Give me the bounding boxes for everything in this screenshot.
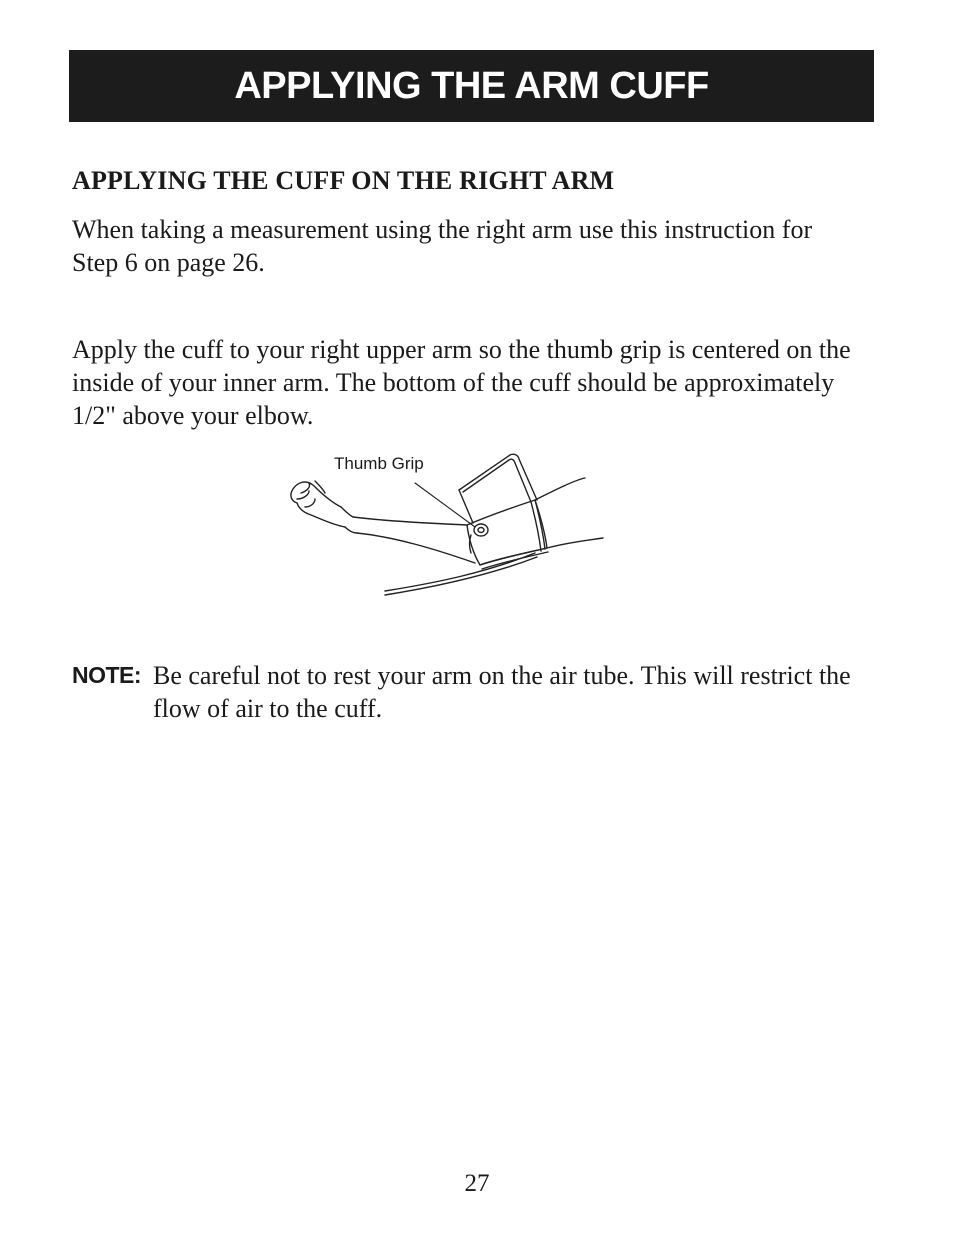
title-bar — [69, 50, 874, 122]
note-text: Be careful not to rest your arm on the air tube. This will restrict the flow of air to the cuff. — [153, 661, 851, 723]
instruction-paragraph-2: Apply the cuff to your right upper arm so the thumb grip is centered on the inside of your inner arm. The bottom of the cuff should be approximately 1/2" above your elbow. — [72, 335, 851, 430]
page-number: 27 — [464, 1170, 490, 1197]
page-title: APPLYING THE ARM CUFF — [234, 64, 709, 107]
instruction-paragraph-1: When taking a measurement using the right arm use this instruction for Step 6 on page 26. — [72, 215, 813, 277]
note-label: NOTE: — [72, 662, 142, 688]
section-heading: APPLYING THE CUFF ON THE RIGHT ARM — [72, 166, 615, 195]
thumb-grip-label: Thumb Grip — [334, 454, 424, 473]
